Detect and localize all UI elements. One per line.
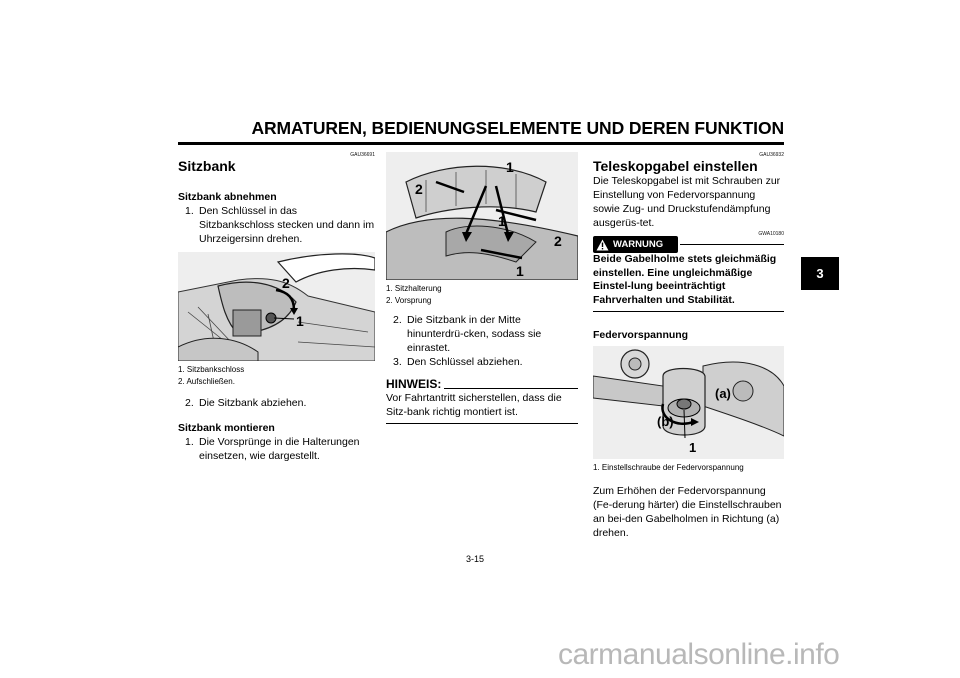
warning-rule — [680, 244, 784, 245]
caption-1: 1. Sitzhalterung — [386, 284, 442, 293]
step-number: 1. — [185, 436, 194, 448]
step-text: Die Sitzbank in der Mitte hinunterdrü-cken, sodass sie einrastet. — [407, 314, 542, 354]
section-title: Teleskopgabel einstellen — [593, 158, 758, 174]
figure-label-2: 2 — [282, 275, 290, 291]
warning-code: GWA10180 — [758, 231, 784, 237]
column-sitzbank — [178, 152, 375, 463]
note-rule — [444, 388, 578, 389]
section-title: Sitzbank — [178, 158, 236, 174]
caption-2: 2. Vorsprung — [386, 296, 432, 305]
caption-1: 1. Sitzbankschloss — [178, 365, 245, 374]
figure-fork-adjuster — [593, 346, 784, 459]
figure-label-1: 1 — [296, 313, 304, 329]
step-text: Die Sitzbank abziehen. — [199, 397, 307, 409]
step-item — [386, 313, 578, 355]
page-number: 3-15 — [466, 554, 485, 564]
column-seat-install — [386, 152, 578, 424]
figure-label-1c: 1 — [516, 263, 524, 279]
figure-label-b: (b) — [657, 414, 674, 429]
step-text: Den Schlüssel in das Sitzbankschloss stecken und dann im Uhrzeigersinn drehen. — [199, 205, 375, 245]
note-heading — [386, 377, 578, 391]
note-text: Vor Fahrtantritt sicherstellen, dass die Sitz-bank richtig montiert ist. — [386, 392, 562, 418]
figure-label-2: 2 — [415, 181, 423, 197]
figure-label-2b: 2 — [554, 233, 562, 249]
caption-1: 1. Einstellschraube der Federvorspannung — [593, 463, 744, 472]
step-number: 2. — [185, 397, 194, 409]
chapter-tab: 3 — [801, 257, 839, 290]
body-text: Zum Erhöhen der Federvorspannung (Fe-derung härter) die Einstellschrauben an bei-den Gabelholmen in Richtung (a) drehen. — [593, 485, 782, 539]
warning-triangle-icon — [596, 239, 609, 251]
subheading-preload: Federvorspannung — [593, 329, 689, 341]
caption-2: 2. Aufschließen. — [178, 377, 235, 386]
figure-seat-lock — [178, 252, 375, 361]
note-label: HINWEIS: — [386, 377, 442, 391]
warning-badge — [593, 236, 678, 253]
warning-label: WARNUNG — [613, 238, 664, 250]
step-number: 1. — [185, 205, 194, 217]
section-code: GAU36691 — [350, 152, 375, 158]
page-header — [178, 118, 784, 148]
figure-label-1: 1 — [506, 159, 514, 175]
section-code: GAU36932 — [759, 152, 784, 158]
figure-seat-mount — [386, 152, 578, 280]
column-telescopic-fork — [593, 152, 784, 540]
step-number: 3. — [393, 356, 402, 368]
figure-label-1: 1 — [689, 440, 697, 455]
step-item — [178, 396, 375, 410]
note-end-rule — [386, 423, 578, 424]
figure-label-1b: 1 — [498, 213, 506, 229]
figure-label-a: (a) — [715, 386, 731, 401]
subheading-install: Sitzbank montieren — [178, 422, 275, 434]
header-rule — [178, 142, 784, 145]
header-title: ARMATUREN, BEDIENUNGSELEMENTE UND DEREN FUNKTION — [251, 118, 784, 138]
warning-text: Beide Gabelholme stets gleichmäßig einstellen. Eine ungleichmäßige Einstel-lung beeinträchtigt Fahrverhalten und Stabilität. — [593, 253, 777, 306]
watermark: carmanualsonline.info — [558, 638, 840, 671]
step-item — [178, 204, 375, 246]
step-number: 2. — [393, 314, 402, 326]
step-text: Den Schlüssel abziehen. — [407, 356, 523, 368]
subheading-remove: Sitzbank abnehmen — [178, 191, 277, 203]
step-item — [178, 435, 375, 463]
warning-heading — [593, 236, 784, 253]
step-text: Die Vorsprünge in die Halterungen einsetzen, wie dargestellt. — [199, 436, 360, 462]
step-item — [386, 355, 578, 369]
intro-text: Die Teleskopgabel ist mit Schrauben zur Einstellung von Federvorspannung sowie Zug- und Druckstufendämpfung ausgerüs-tet. — [593, 175, 781, 229]
